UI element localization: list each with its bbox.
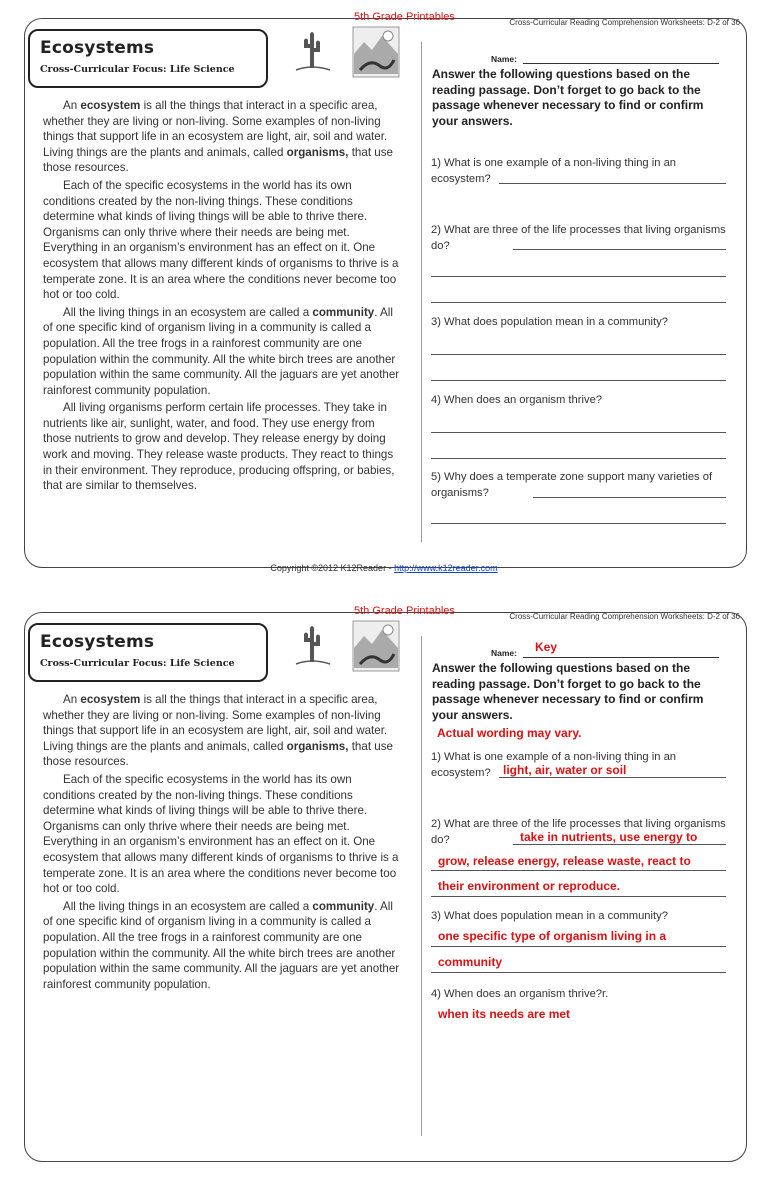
paragraph-3: All the living things in an ecosystem are called a community. All of one specific kind of organism living in a community is called a population. All the tree frogs in a rainforest community are one population within the community. All the white birch trees are another population within the same community. All the jaguars are yet another rainforest community population.	[43, 899, 400, 991]
paragraph-1: An ecosystem is all the things that interact in a specific area, whether they are living or non-living. Some examples of non-living things that support life in an ecosystem are light, air, soil and water. Living things are the plants and animals, called organisms, that use those resources.	[43, 693, 393, 769]
term-community: community	[312, 305, 375, 319]
answer-2-line-1: take in nutrients, use energy to	[520, 830, 698, 844]
answer-line-5b[interactable]	[431, 523, 726, 524]
answer-line-3[interactable]	[431, 354, 726, 355]
answer-line-2c[interactable]	[431, 896, 726, 897]
term-organisms: organisms,	[286, 145, 349, 159]
question-3: 3) What does population mean in a community?	[431, 910, 668, 922]
title-box	[28, 623, 268, 682]
question-2: 2) What are three of the life processes that living organisms do?	[431, 224, 726, 252]
title-box	[28, 29, 268, 88]
answer-line-3[interactable]	[431, 946, 726, 947]
column-divider	[421, 636, 422, 1136]
answer-3-line-1: one specific type of organism living in a	[438, 929, 667, 943]
answer-line-2b[interactable]	[431, 870, 726, 871]
name-field[interactable]	[523, 63, 719, 64]
answer-line-2c[interactable]	[431, 302, 726, 303]
worksheet-subtitle: Cross-Curricular Focus: Life Science	[40, 658, 235, 669]
term-community: community	[312, 899, 375, 913]
paragraph-4: All living organisms perform certain life processes. They take in nutrients like air, sunlight, water, and food. They use energy from those nutrients to grow and develop. They release energy by doing work and moving. They release waste products. They react to things in their environment. They reproduce, producing offspring, or babies, that are similar to themselves.	[43, 401, 395, 493]
cactus-icon	[292, 620, 332, 668]
grade-printables-label: 5th Grade Printables	[354, 11, 455, 23]
answer-line-4[interactable]	[431, 432, 726, 433]
grade-printables-label: 5th Grade Printables	[354, 605, 455, 617]
answer-3-line-2: community	[438, 955, 503, 969]
question-4: 4) When does an organism thrive?r.	[431, 988, 609, 1000]
paragraph-3: All the living things in an ecosystem are called a community. All of one specific kind of organism living in a community is called a population. All the tree frogs in a rainforest community are one population within the community. All the white birch trees are another population within the same community. All the jaguars are yet another rainforest community population.	[43, 305, 400, 397]
answer-line-1[interactable]	[499, 183, 726, 184]
answer-line-2b[interactable]	[431, 276, 726, 277]
answer-2-line-3: their environment or reproduce.	[438, 879, 621, 893]
term-organisms: organisms,	[286, 739, 349, 753]
term-ecosystem: ecosystem	[80, 99, 141, 112]
question-3: 3) What does population mean in a community?	[431, 316, 668, 328]
answer-2-line-2: grow, release energy, release waste, react to	[438, 854, 691, 868]
series-label: Cross-Curricular Reading Comprehension Worksheets: D-2 of 36	[509, 612, 740, 621]
key-name-answer: Key	[535, 640, 558, 654]
question-1: 1) What is one example of a non-living thing in an ecosystem?	[431, 751, 677, 779]
answer-line-2[interactable]	[513, 844, 726, 845]
question-4: 4) When does an organism thrive?	[431, 394, 603, 406]
answer-line-1[interactable]	[499, 777, 726, 778]
worksheet-title: Ecosystems	[40, 632, 155, 652]
paragraph-2: Each of the specific ecosystems in the world has its own conditions created by the non-living things. These conditions determine what kinds of living things will be able to thrive there. Organisms can only thrive where their needs are being met. Everything in an organism’s environment has an effect on it. One ecosystem that allows many different kinds of organisms to thrive is a temperate zone. It is an area where the conditions never become too hot or too cold.	[43, 772, 399, 896]
answer-line-5[interactable]	[533, 497, 726, 498]
worksheet-subtitle: Cross-Curricular Focus: Life Science	[40, 64, 235, 75]
snake-landscape-icon	[352, 620, 400, 672]
answer-line-3b[interactable]	[431, 380, 726, 381]
name-label: Name:	[491, 54, 517, 64]
question-5: 5) Why does a temperate zone support many varieties of organisms?	[431, 471, 713, 499]
cactus-icon	[292, 26, 332, 74]
answer-line-2[interactable]	[513, 249, 726, 250]
copyright-footer: Copyright ©2012 K12Reader - http://www.k12reader.com	[270, 563, 498, 573]
reading-passage	[43, 692, 400, 994]
worksheet-page-key	[0, 594, 768, 1188]
instructions: Answer the following questions based on the reading passage. Don’t forget to go back to the passage whenever necessary to find or confirm your answers.	[432, 661, 704, 722]
worksheet-title: Ecosystems	[40, 38, 155, 58]
question-1: 1) What is one example of a non-living thing in an ecosystem?	[431, 157, 677, 185]
paragraph-1: An ecosystem is all the things that interact in a specific area, whether they are living or non-living. Some examples of non-living things that support life in an ecosystem are light, air, soil and water. Living things are the plants and animals, called organisms, that use those resources.	[43, 99, 393, 175]
answer-line-3b[interactable]	[431, 972, 726, 973]
question-2: 2) What are three of the life processes that living organisms do?	[431, 818, 726, 846]
reading-passage	[43, 98, 400, 496]
paragraph-2: Each of the specific ecosystems in the world has its own conditions created by the non-living things. These conditions determine what kinds of living things will be able to thrive there. Organisms can only thrive where their needs are being met. Everything in an organism’s environment has an effect on it. One ecosystem that allows many different kinds of organisms to thrive is a temperate zone. It is an area where the conditions never become too hot or too cold.	[43, 178, 399, 302]
k12reader-link[interactable]: http://www.k12reader.com	[394, 563, 498, 573]
answer-line-4b[interactable]	[431, 458, 726, 459]
name-field[interactable]	[523, 657, 719, 658]
name-label: Name:	[491, 648, 517, 658]
term-ecosystem: ecosystem	[80, 693, 141, 706]
column-divider	[421, 42, 422, 542]
key-note: Actual wording may vary.	[437, 726, 582, 740]
answer-1: light, air, water or soil	[503, 763, 627, 777]
series-label: Cross-Curricular Reading Comprehension Worksheets: D-2 of 36	[509, 18, 740, 27]
instructions: Answer the following questions based on the reading passage. Don’t forget to go back to the passage whenever necessary to find or confirm your answers.	[432, 67, 704, 128]
answer-4: when its needs are met	[438, 1007, 571, 1021]
snake-landscape-icon	[352, 26, 400, 78]
